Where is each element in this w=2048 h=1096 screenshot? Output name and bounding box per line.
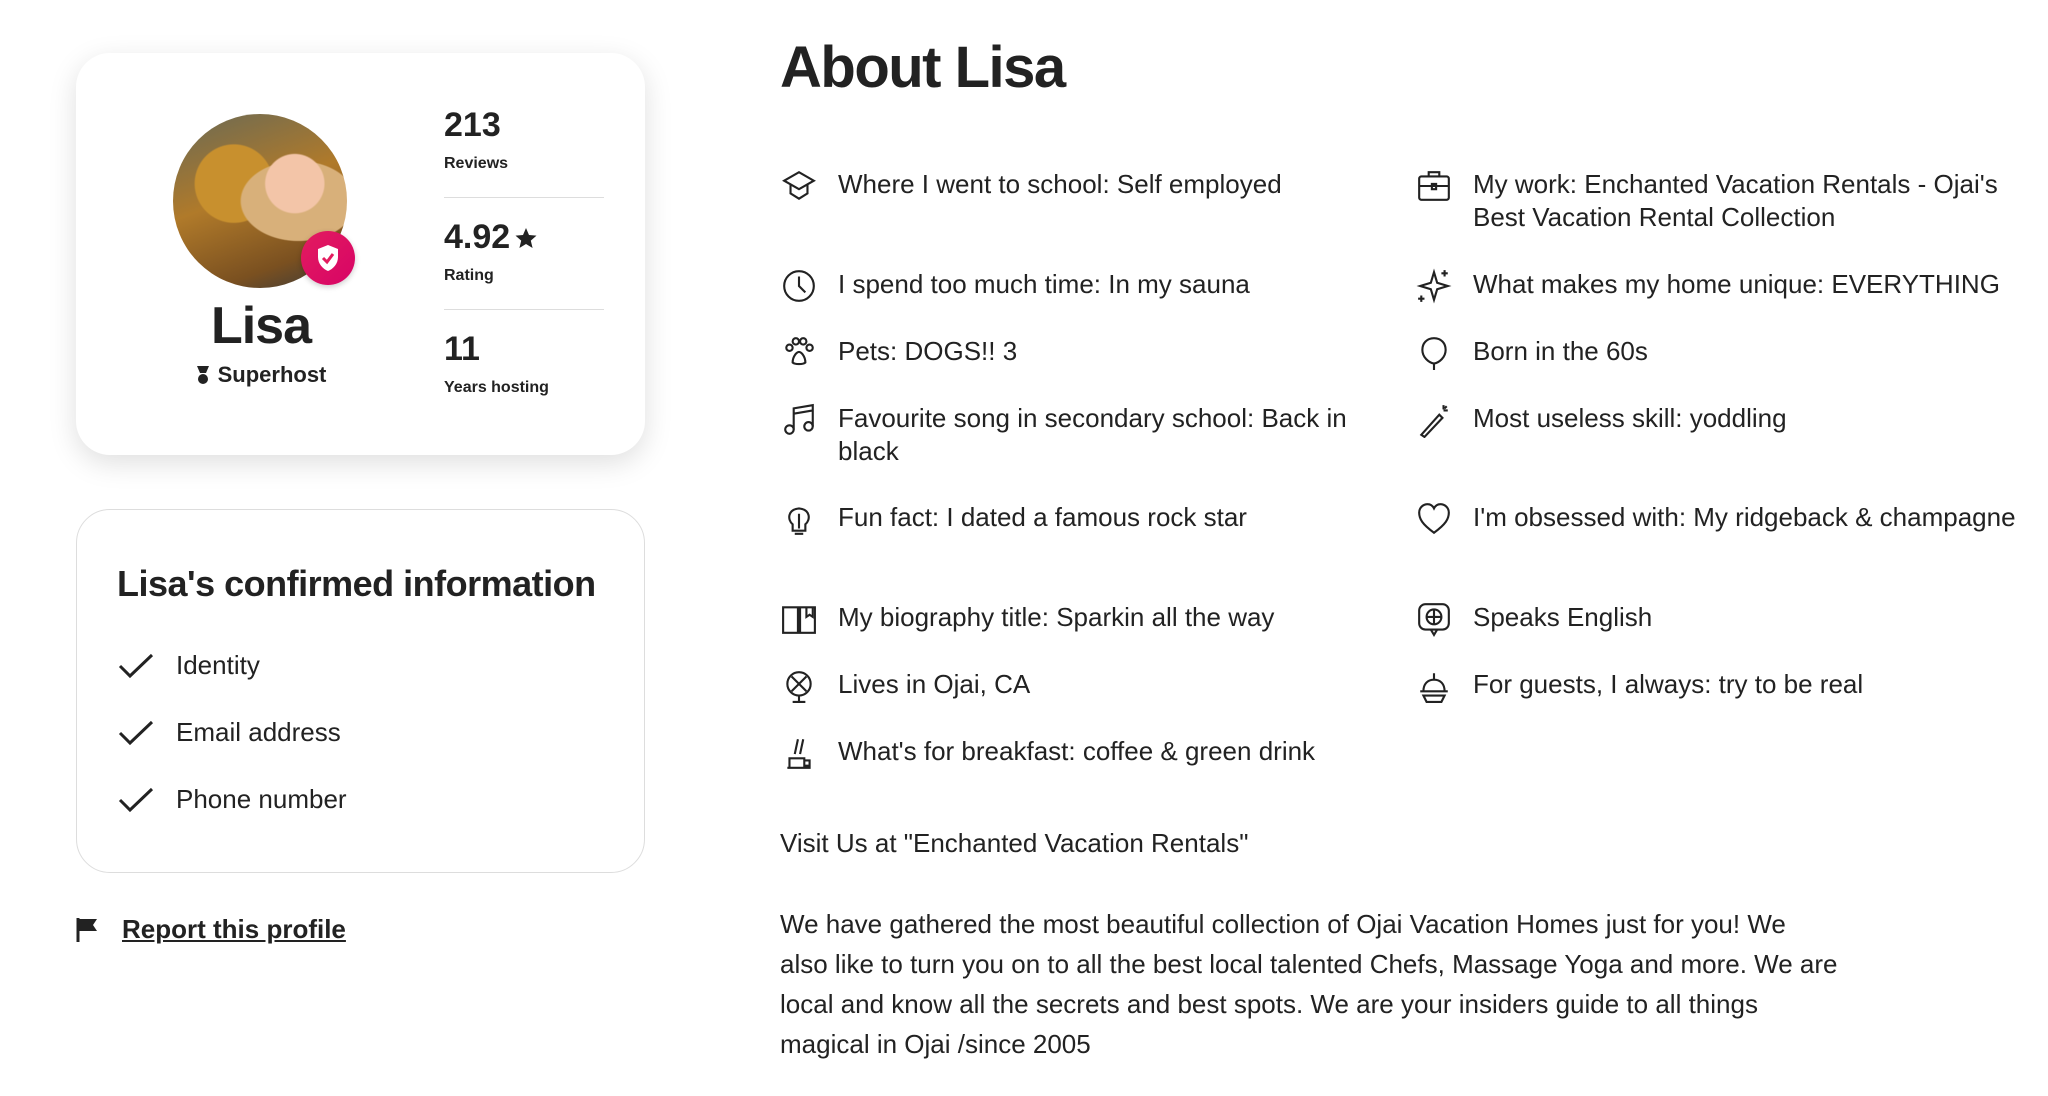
bell-icon [1415,668,1453,704]
reviews-label: Reviews [444,155,509,172]
about-item [780,735,1360,771]
confirmed-info-title: Lisa's confirmed information [117,563,596,604]
confirmed-item [118,784,347,815]
about-item-text: For guests, I always: try to be real [1473,669,1864,699]
divider [444,309,604,310]
verified-shield-icon [301,231,355,285]
bulb-icon [780,501,818,537]
about-item [780,402,1360,468]
about-item [780,668,1360,704]
about-item-text: Fun fact: I dated a famous rock star [838,502,1247,532]
coffee-icon [780,735,818,771]
clock-icon [780,268,818,304]
about-item-text: Favourite song in secondary school: Back in black [838,403,1347,466]
about-item-text: Born in the 60s [1473,336,1648,366]
wand-icon [1415,402,1453,438]
about-item [780,601,1360,637]
confirmed-item [118,650,260,681]
confirmed-item-label: Phone number [176,784,347,814]
flag-icon [76,917,100,943]
about-item-text: My biography title: Sparkin all the way [838,602,1275,632]
host-name: Lisa [210,297,312,355]
report-profile-link[interactable] [76,914,346,945]
about-item-text: What makes my home unique: EVERYTHING [1473,269,2000,299]
report-profile-label[interactable]: Report this profile [122,914,346,944]
music-icon [780,402,818,438]
about-item-text: I'm obsessed with: My ridgeback & champagne [1473,502,2016,532]
about-item [1415,402,2035,438]
about-item-text: I spend too much time: In my sauna [838,269,1250,299]
about-item [780,168,1360,204]
visit-text: Visit Us at "Enchanted Vacation Rentals" [780,828,1249,858]
rating-label: Rating [444,267,494,284]
check-icon [118,719,154,747]
years-hosting-count: 11 [444,330,480,368]
heart-icon [1415,501,1453,537]
superhost-label: Superhost [217,362,327,387]
school-icon [780,168,818,204]
speech-icon [1415,601,1453,637]
about-item [780,501,1360,537]
rating [444,218,538,257]
spark-icon [1415,268,1453,304]
about-item-text: Speaks English [1473,602,1653,632]
years-hosting-label: Years hosting [444,379,549,396]
about-item [780,335,1360,371]
divider [444,197,604,198]
about-item-text: Lives in Ojai, CA [838,669,1031,699]
about-item-text: My work: Enchanted Vacation Rentals - Ojai's Best Vacation Rental Collection [1473,169,1998,232]
host-card [76,53,645,455]
reviews-count: 213 [444,106,501,144]
about-item-text: Pets: DOGS!! 3 [838,336,1018,366]
check-icon [118,652,154,680]
about-item [1415,601,2035,637]
about-item [1415,668,2035,704]
superhost-icon [196,365,210,385]
about-item-text: Most useless skill: yoddling [1473,403,1787,433]
about-item [1415,268,2035,304]
confirmed-item-label: Email address [176,717,341,747]
superhost-badge [76,362,446,388]
paw-icon [780,335,818,371]
bio-text: We have gathered the most beautiful collection of Ojai Vacation Homes just for you! We also like to turn you on to all the best local talented Chefs, Massage Yoga and more. We are local and know all the secrets and best spots. We are your insiders guide to all things magical in Ojai /since 2005 [780,909,1838,1059]
about-item [1415,501,2035,537]
check-icon [118,786,154,814]
confirmed-item [118,717,341,748]
about-item [1415,335,2035,371]
bag-icon [1415,168,1453,204]
about-item-text: What's for breakfast: coffee & green drink [838,736,1316,766]
about-item-text: Where I went to school: Self employed [838,169,1282,199]
confirmed-item-label: Identity [176,650,260,680]
balloon-icon [1415,335,1453,371]
globe-icon [780,668,818,704]
about-title: About Lisa [780,35,1065,100]
about-item [1415,168,2035,234]
about-item [780,268,1360,304]
rating-value: 4.92 [444,218,511,256]
star-icon [514,226,538,250]
book-icon [780,601,818,637]
